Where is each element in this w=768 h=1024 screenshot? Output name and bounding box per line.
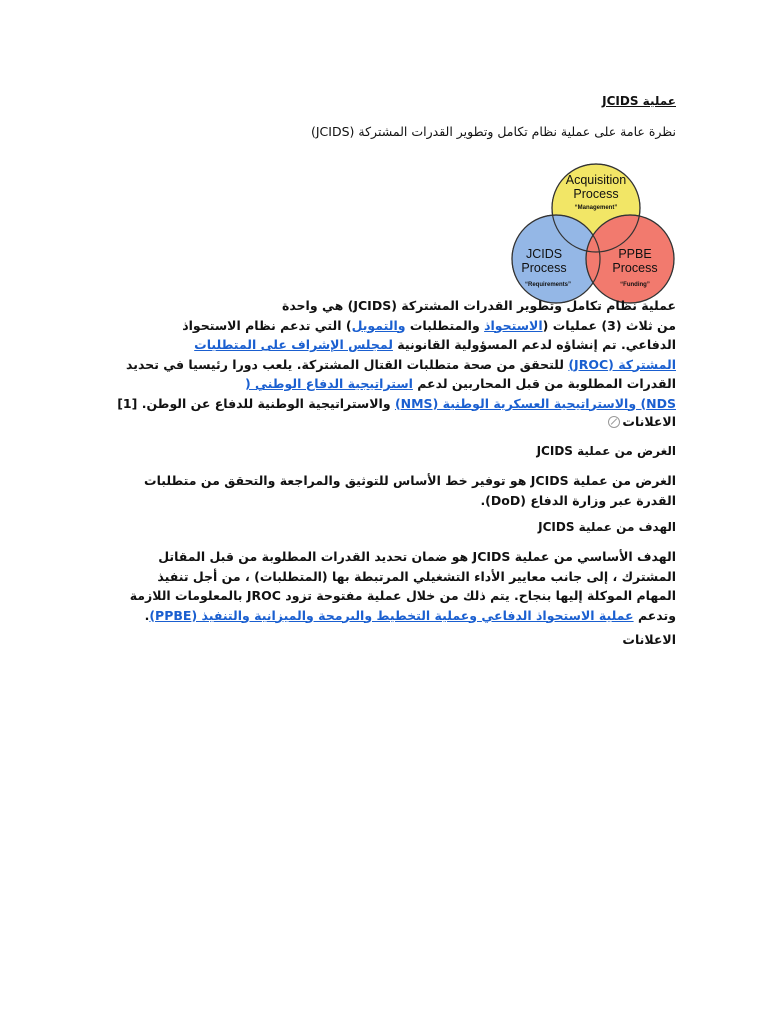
jroc-link-2[interactable]: المشتركة (JROC) [568, 356, 676, 372]
intro-paragraph [86, 296, 676, 413]
acq-sub: “Management” [574, 205, 618, 211]
ads-label: الاعلانات [608, 414, 676, 429]
intro-line-6: NDS) والاستراتيجية العسكرية الوطنية (NMS) والاستراتيجية الوطنية للدفاع عن الوطن. [1] [117, 395, 676, 411]
intro-line-2: من ثلاث (3) عمليات (الاستحواذ والمتطلبات والتمويل) التي تدعم نظام الاستحواذ [182, 317, 676, 333]
ppbe-title-1: PPBE [618, 247, 652, 261]
purpose-paragraph [96, 471, 676, 510]
intro-line-4: المشتركة (JROC) للتحقق من صحة متطلبات القتال المشتركة. يلعب دورا رئيسيا في تحديد [126, 356, 676, 372]
jcids-title-2: Process [521, 261, 567, 275]
nds-link[interactable]: استراتيجية الدفاع الوطني ( [244, 376, 413, 391]
ad-choices-icon[interactable] [608, 416, 620, 428]
jroc-link[interactable]: لمجلس الإشراف على المتطلبات [194, 337, 393, 352]
jcids-title-1: JCIDS [525, 247, 563, 261]
goal-paragraph [96, 547, 676, 625]
ppbe-title-2: Process [612, 261, 658, 275]
nms-link[interactable]: والاستراتيجية العسكرية الوطنية (NMS) [394, 395, 641, 411]
purpose-line-1: الغرض من عملية JCIDS هو توفير خط الأساس للتوثيق والمراجعة والتحقق من متطلبات [144, 473, 676, 488]
intro-line-5: القدرات المطلوبة من قبل المحاربين لدعم استراتيجية الدفاع الوطني ( [244, 376, 676, 391]
page-title: عملية JCIDS [602, 94, 676, 108]
page-subtitle: نظرة عامة على عملية نظام تكامل وتطوير القدرات المشتركة (JCIDS) [310, 124, 676, 139]
intro-line-1: عملية نظام تكامل وتطوير القدرات المشتركة (JCIDS) هي واحدة [281, 298, 676, 313]
goal-line-3: المهام الموكلة إليها بنجاح. يتم ذلك من خلال عملية مفتوحة تزود JROC بالمعلومات اللازمة [129, 588, 676, 603]
ppbe-link[interactable]: وعملية التخطيط والبرمجة والميزانية والتنفيذ (PPBE) [149, 607, 482, 623]
funding-link[interactable]: والتمويل [351, 317, 406, 333]
defense-acquisition-link[interactable]: عملية الاستحواذ الدفاعي [481, 607, 634, 623]
ppbe-sub: “Funding” [620, 282, 650, 288]
intro-line-3: الدفاعي. تم إنشاؤه لدعم المسؤولية القانونية لمجلس الإشراف على المتطلبات [194, 337, 676, 352]
acq-title-1: Acquisition [565, 173, 627, 187]
goal-line-2: المشترك ، إلى جانب معايير الأداء التشغيلي المرتبطة بها (المتطلبات) ، من أجل تنفيذ [157, 568, 676, 584]
ads-label-2: الاعلانات [622, 632, 676, 647]
jcids-sub: “Requirements” [524, 282, 572, 288]
venn-diagram [508, 162, 678, 307]
goal-line-4: وتدعم عملية الاستحواذ الدفاعي وعملية التخطيط والبرمجة والميزانية والتنفيذ (PPBE). [144, 607, 676, 623]
purpose-heading: الغرض من عملية JCIDS [536, 444, 676, 458]
goal-line-1: الهدف الأساسي من عملية JCIDS هو ضمان تحديد القدرات المطلوبة من قبل المقاتل [158, 549, 676, 564]
nds-link-2[interactable]: NDS) [640, 395, 676, 411]
purpose-line-2: القدرة عبر وزارة الدفاع (DoD). [480, 492, 676, 508]
goal-heading: الهدف من عملية JCIDS [538, 520, 676, 534]
acq-title-2: Process [573, 187, 619, 201]
acquisition-link[interactable]: الاستحواذ [484, 317, 543, 333]
